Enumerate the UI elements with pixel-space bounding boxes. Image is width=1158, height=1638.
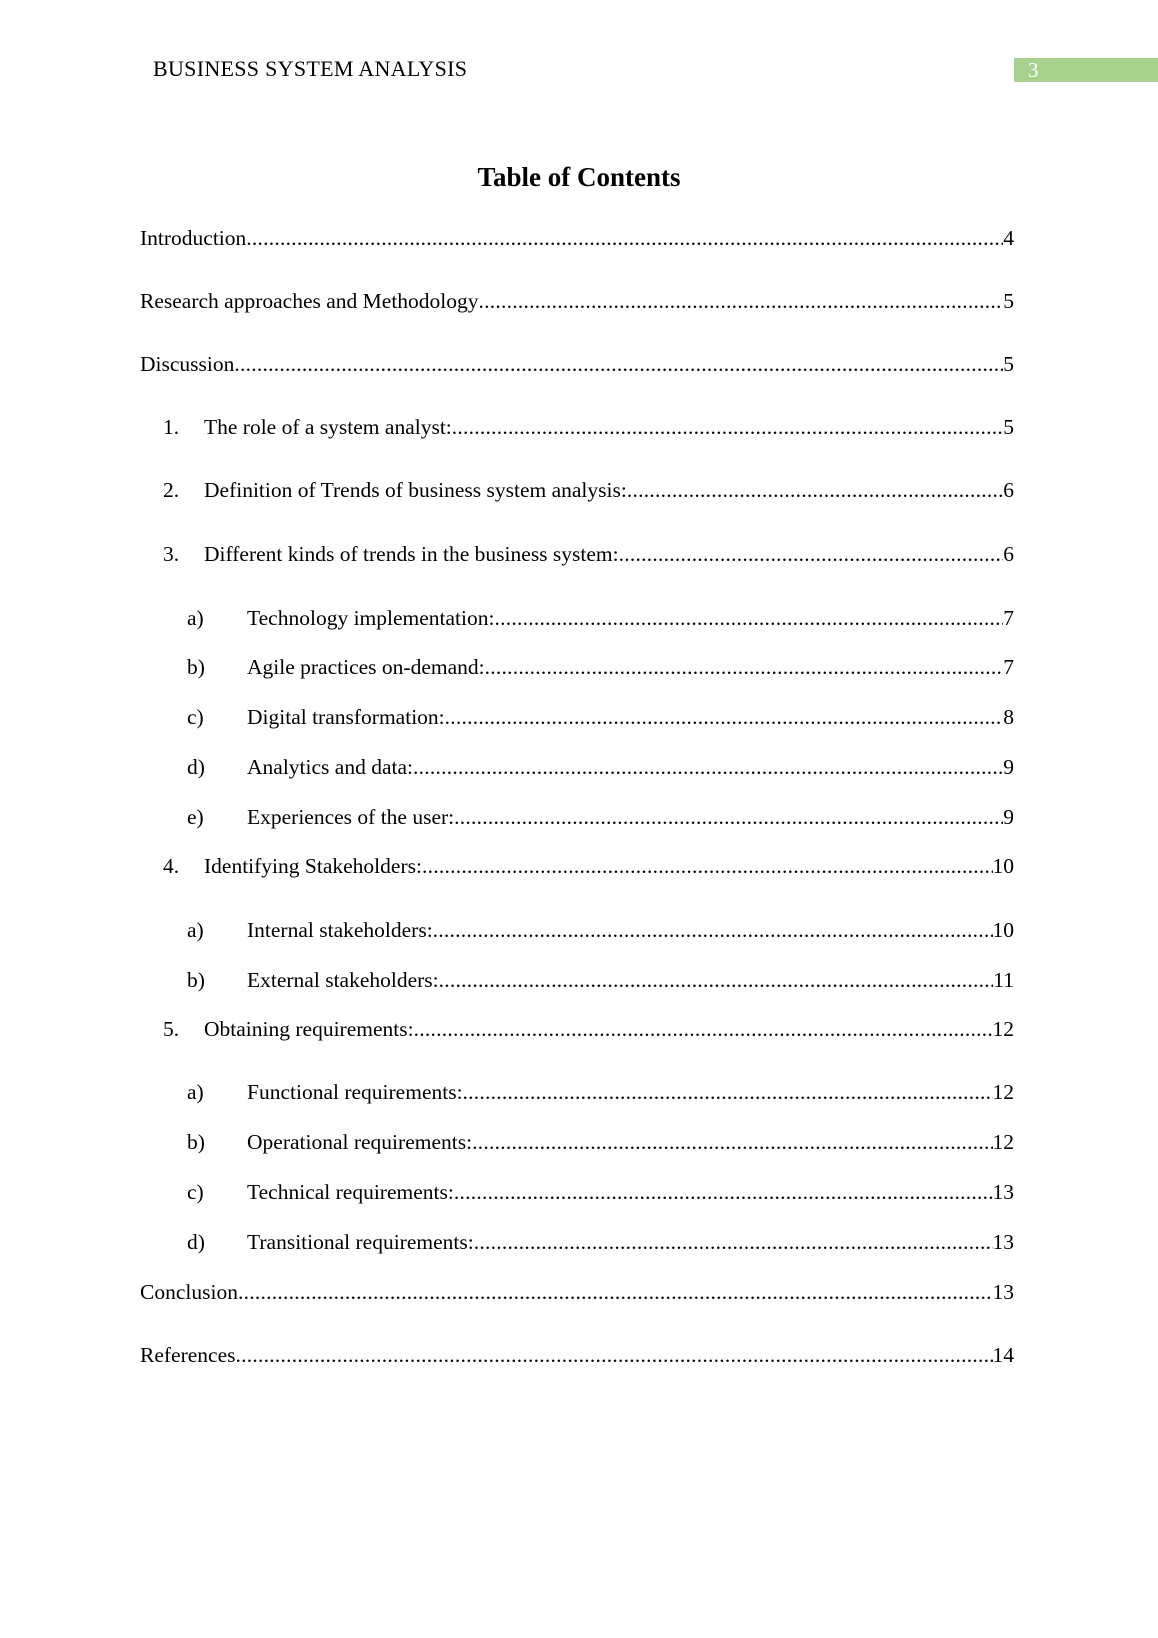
toc-dot-leader [474,1228,993,1256]
toc-dot-leader [463,1078,993,1106]
toc-entry-page: 7 [1003,606,1014,630]
toc-entry[interactable] [140,287,1014,315]
toc-entry-page: 10 [992,918,1014,942]
toc-heading: Table of Contents [477,162,681,192]
toc-entry[interactable] [140,1178,1014,1206]
toc-entry[interactable] [140,1278,1014,1306]
toc-entry-number: 4. [163,854,180,878]
toc-entry-label: Transitional requirements: [247,1230,474,1254]
toc-entry[interactable] [140,1015,1014,1043]
toc-entry-page: 11 [993,968,1014,992]
toc-dot-leader [413,753,1003,781]
toc-entry-page: 5 [1003,352,1014,376]
toc-entry[interactable] [140,966,1014,994]
toc-entry-label: Research approaches and Methodology [140,289,479,313]
toc-entry-label: Experiences of the user: [247,805,455,829]
toc-entry-label: Identifying Stakeholders: [204,854,422,878]
toc-entry[interactable] [140,413,1014,441]
toc-entry[interactable] [140,224,1014,252]
toc-dot-leader [485,653,1004,681]
toc-entry-page: 6 [1003,478,1014,502]
toc-entry[interactable] [140,350,1014,378]
toc-entry-page: 4 [1003,226,1014,250]
toc-entry-page: 13 [992,1180,1014,1204]
toc-dot-leader [238,1278,993,1306]
toc-entry-label: Discussion [140,352,235,376]
toc-entry-page: 9 [1003,805,1014,829]
toc-dot-leader [627,476,1003,504]
toc-entry-number: 5. [163,1017,180,1041]
toc-entry-number: a) [187,918,204,942]
toc-entry-number: d) [187,755,205,779]
page-number-badge: 3 [1014,58,1158,82]
toc-entry-page: 9 [1003,755,1014,779]
toc-entry[interactable] [140,1078,1014,1106]
toc-entry-number: 3. [163,542,180,566]
toc-dot-leader [454,1178,993,1206]
toc-dot-leader [234,350,1003,378]
toc-entry-number: b) [187,968,205,992]
toc-entry-page: 13 [992,1280,1014,1304]
toc-dot-leader [494,604,1003,632]
toc-entry-label: Functional requirements: [247,1080,463,1104]
toc-entry-page: 12 [992,1080,1014,1104]
toc-entry[interactable] [140,476,1014,504]
toc-entry-label: Analytics and data: [247,755,413,779]
toc-entry-label: Technical requirements: [247,1180,454,1204]
toc-entry-number: d) [187,1230,205,1254]
toc-entry-label: Digital transformation: [247,705,445,729]
toc-entry-label: Different kinds of trends in the business system: [204,542,619,566]
toc-entry[interactable] [140,1228,1014,1256]
toc-entry-number: a) [187,606,204,630]
toc-entry-page: 12 [992,1017,1014,1041]
toc-dot-leader [414,1015,993,1043]
toc-entry[interactable] [140,753,1014,781]
toc-entry-page: 12 [992,1130,1014,1154]
toc-dot-leader [472,1128,992,1156]
toc-entry-label: External stakeholders: [247,968,439,992]
toc-entry-page: 14 [992,1343,1014,1367]
toc-entry-label: Agile practices on-demand: [247,655,485,679]
toc-entry-page: 5 [1003,289,1014,313]
toc-entry[interactable] [140,852,1014,880]
toc-dot-leader [422,852,993,880]
toc-entry-label: Introduction [140,226,247,250]
toc-entry-page: 8 [1003,705,1014,729]
toc-entry-page: 5 [1003,415,1014,439]
toc-dot-leader [445,703,1004,731]
toc-dot-leader [619,540,1004,568]
toc-entry-label: Operational requirements: [247,1130,473,1154]
toc-entry-page: 6 [1003,542,1014,566]
running-header-title: BUSINESS SYSTEM ANALYSIS [153,56,468,81]
toc-entry-label: References [140,1343,236,1367]
toc-entry-label: Technology implementation: [247,606,495,630]
toc-entry-number: b) [187,655,205,679]
toc-dot-leader [433,916,993,944]
toc-entry-number: 2. [163,478,180,502]
toc-entry[interactable] [140,604,1014,632]
toc-entry[interactable] [140,653,1014,681]
toc-entry-label: Conclusion [140,1280,238,1304]
toc-entry-page: 10 [992,854,1014,878]
toc-entry-label: Definition of Trends of business system analysis: [204,478,627,502]
toc-dot-leader [246,224,1003,252]
toc-entry[interactable] [140,703,1014,731]
toc-entry-number: e) [187,805,204,829]
toc-entry-label: Internal stakeholders: [247,918,433,942]
toc-entry[interactable] [140,1128,1014,1156]
toc-entry-number: b) [187,1130,205,1154]
toc-entry-number: c) [187,1180,204,1204]
toc-dot-leader [454,803,1003,831]
toc-entry-number: c) [187,705,204,729]
toc-dot-leader [439,966,994,994]
toc-dot-leader [479,287,1004,315]
toc-entry[interactable] [140,916,1014,944]
toc-dot-leader [236,1341,993,1369]
toc-entry-number: a) [187,1080,204,1104]
toc-entry[interactable] [140,803,1014,831]
toc-entry-label: Obtaining requirements: [204,1017,414,1041]
toc-dot-leader [452,413,1003,441]
toc-entry-page: 13 [992,1230,1014,1254]
toc-entry-number: 1. [163,415,180,439]
toc-entry[interactable] [140,540,1014,568]
toc-entry[interactable] [140,1341,1014,1369]
toc-entry-label: The role of a system analyst: [204,415,452,439]
toc-entry-page: 7 [1003,655,1014,679]
